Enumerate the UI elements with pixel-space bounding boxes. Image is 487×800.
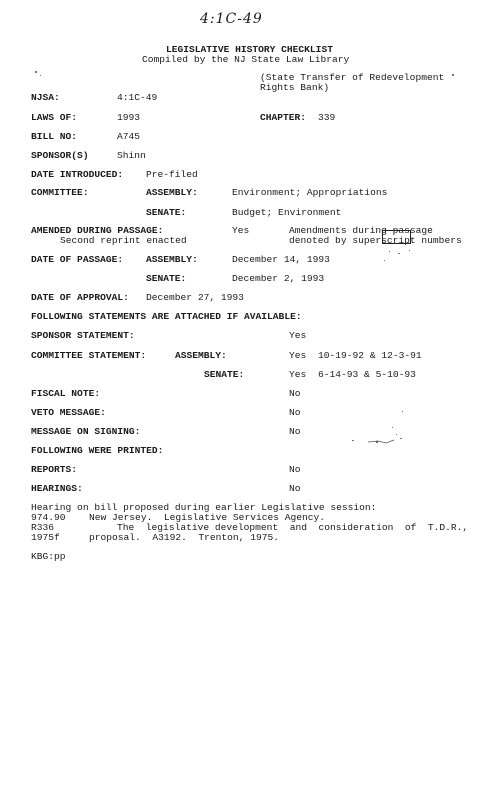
chapter-label: CHAPTER: <box>260 112 307 123</box>
passage-senate-value: December 2, 1993 <box>232 273 325 284</box>
hearing-note-text-3: proposal. A3192. Trenton, 1975. <box>89 532 279 543</box>
scan-speck <box>40 75 41 76</box>
committee-statement-assembly-dates: 10-19-92 & 12-3-91 <box>318 350 422 361</box>
sponsor-value: Shinn <box>117 150 146 161</box>
document-title: LEGISLATIVE HISTORY CHECKLIST <box>166 44 333 55</box>
date-introduced-value: Pre-filed <box>146 169 198 180</box>
passage-senate-label: SENATE: <box>146 273 187 284</box>
amended-sublabel: Second reprint enacted <box>60 235 187 246</box>
amended-note-line1: Amendments during passage <box>289 225 433 236</box>
hearing-note-call-3: 1975f <box>31 532 60 543</box>
message-on-signing-value: No <box>289 426 301 437</box>
njsa-value: 4:1C-49 <box>117 92 158 103</box>
ink-scribble <box>360 430 410 450</box>
scan-speck <box>389 251 390 252</box>
scan-speck <box>398 253 400 254</box>
sponsor-label: SPONSOR(S) <box>31 150 89 161</box>
document-subtitle: Compiled by the NJ State Law Library <box>142 54 350 65</box>
scan-speck <box>402 411 403 412</box>
laws-of-value: 1993 <box>117 112 141 123</box>
committee-statement-assembly-value: Yes <box>289 350 307 361</box>
sponsor-statement-label: SPONSOR STATEMENT: <box>31 330 135 341</box>
committee-assembly-value: Environment; Appropriations <box>232 187 388 198</box>
hearings-value: No <box>289 483 301 494</box>
scan-speck <box>384 260 385 261</box>
committee-statement-senate-dates: 6-14-93 & 5-10-93 <box>318 369 416 380</box>
bill-no-label: BILL NO: <box>31 131 78 142</box>
reports-label: REPORTS: <box>31 464 78 475</box>
committee-statement-senate-value: Yes <box>289 369 307 380</box>
passage-assembly-label: ASSEMBLY: <box>146 254 198 265</box>
handwritten-number: 4:1C-49 <box>200 11 263 27</box>
fiscal-note-label: FISCAL NOTE: <box>31 388 101 399</box>
committee-senate-value: Budget; Environment <box>232 207 342 218</box>
message-on-signing-label: MESSAGE ON SIGNING: <box>31 426 141 437</box>
committee-label: COMMITTEE: <box>31 187 89 198</box>
committee-statement-assembly-label: ASSEMBLY: <box>175 350 227 361</box>
scan-speck <box>392 427 393 428</box>
laws-of-label: LAWS OF: <box>31 112 78 123</box>
hearing-note-text-2: The legislative development and consideration of T.D.R., <box>117 522 469 533</box>
bill-title-line2: Rights Bank) <box>260 82 330 93</box>
scan-speck <box>352 440 354 441</box>
following-attached-heading: FOLLOWING STATEMENTS ARE ATTACHED IF AVAILABLE: <box>31 311 302 322</box>
committee-assembly-label: ASSEMBLY: <box>146 187 198 198</box>
veto-message-value: No <box>289 407 301 418</box>
committee-senate-label: SENATE: <box>146 207 187 218</box>
date-of-passage-label: DATE OF PASSAGE: <box>31 254 124 265</box>
bill-title-line1: (State Transfer of Redevelopment <box>260 72 445 83</box>
hearing-note-text-1: New Jersey. Legislative Services Agency. <box>89 512 326 523</box>
fiscal-note-value: No <box>289 388 301 399</box>
scan-speck <box>452 74 454 76</box>
date-introduced-label: DATE INTRODUCED: <box>31 169 124 180</box>
hearing-note-call-1: 974.90 <box>31 512 66 523</box>
ink-box-mark <box>382 230 411 244</box>
reports-value: No <box>289 464 301 475</box>
veto-message-label: VETO MESSAGE: <box>31 407 106 418</box>
hearing-note-call-2: R336 <box>31 522 55 533</box>
scan-speck <box>35 71 37 73</box>
typist-initials: KBG:pp <box>31 551 66 562</box>
scan-speck <box>409 250 410 251</box>
amended-label: AMENDED DURING PASSAGE: <box>31 225 164 236</box>
chapter-value: 339 <box>318 112 336 123</box>
date-of-approval-value: December 27, 1993 <box>146 292 244 303</box>
amended-value: Yes <box>232 225 250 236</box>
bill-no-value: A745 <box>117 131 141 142</box>
following-printed-heading: FOLLOWING WERE PRINTED: <box>31 445 164 456</box>
committee-statement-label: COMMITTEE STATEMENT: <box>31 350 147 361</box>
date-of-approval-label: DATE OF APPROVAL: <box>31 292 129 303</box>
hearings-label: HEARINGS: <box>31 483 83 494</box>
amended-note-line2: denoted by superscript numbers <box>289 235 462 246</box>
njsa-label: NJSA: <box>31 92 60 103</box>
sponsor-statement-value: Yes <box>289 330 307 341</box>
committee-statement-senate-label: SENATE: <box>204 369 245 380</box>
hearing-note-intro: Hearing on bill proposed during earlier Legislative session: <box>31 502 377 513</box>
passage-assembly-value: December 14, 1993 <box>232 254 330 265</box>
